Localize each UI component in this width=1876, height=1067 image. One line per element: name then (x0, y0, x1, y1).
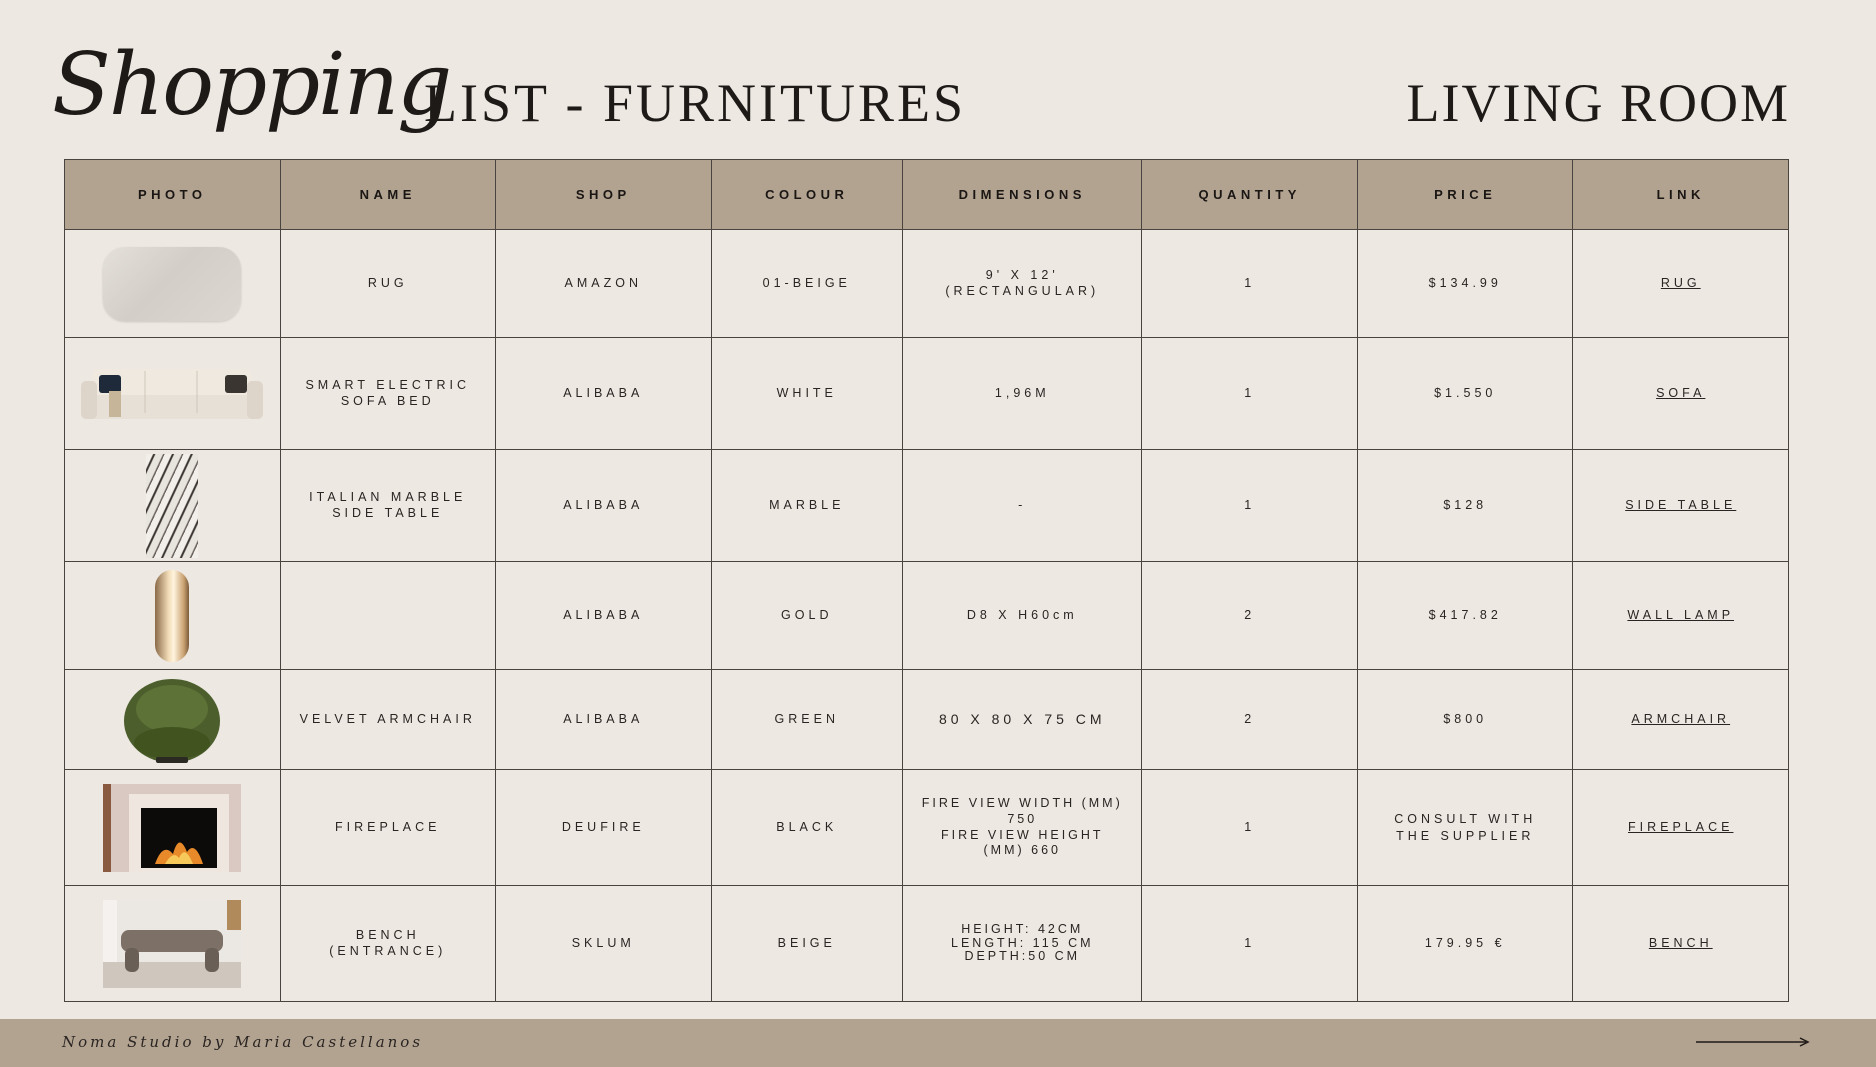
colour-cell: GOLD (711, 562, 903, 670)
colour-cell: BEIGE (711, 886, 903, 1002)
photo-cell (65, 770, 281, 886)
table-row (65, 230, 1789, 338)
page-title: LIST - FURNITURES (424, 73, 967, 133)
column-header-shop: SHOP (496, 160, 712, 230)
name-cell: RUG (280, 230, 496, 338)
shop-cell: ALIBABA (496, 450, 712, 562)
photo-cell (65, 562, 281, 670)
photo-cell (65, 450, 281, 562)
name-cell: SMART ELECTRIC SOFA BED (280, 338, 496, 450)
link-cell (1573, 886, 1789, 1002)
price-cell: $128 (1357, 450, 1573, 562)
photo-cell (65, 670, 281, 770)
dimensions-cell: 80 X 80 X 75 CM (903, 670, 1142, 770)
price-cell: $800 (1357, 670, 1573, 770)
product-link-sofa[interactable]: SOFA (1656, 385, 1706, 400)
price-cell: CONSULT WITH THE SUPPLIER (1357, 770, 1573, 886)
quantity-cell: 2 (1142, 562, 1358, 670)
shop-cell: SKLUM (496, 886, 712, 1002)
column-header-dimensions: DIMENSIONS (903, 160, 1142, 230)
link-cell (1573, 230, 1789, 338)
colour-cell: MARBLE (711, 450, 903, 562)
fireplace-photo (103, 784, 241, 872)
name-cell: ITALIAN MARBLE SIDE TABLE (280, 450, 496, 562)
quantity-cell: 1 (1142, 886, 1358, 1002)
product-link-fireplace[interactable]: FIREPLACE (1628, 819, 1734, 834)
colour-cell: 01-BEIGE (711, 230, 903, 338)
colour-cell: GREEN (711, 670, 903, 770)
dimensions-cell: 9' X 12' (RECTANGULAR) (903, 230, 1142, 338)
link-cell (1573, 770, 1789, 886)
shop-cell: ALIBABA (496, 562, 712, 670)
quantity-cell: 1 (1142, 770, 1358, 886)
product-link-rug[interactable]: RUG (1660, 275, 1701, 290)
quantity-cell: 2 (1142, 670, 1358, 770)
column-header-name: NAME (280, 160, 496, 230)
table-row (65, 770, 1789, 886)
product-link-armchair[interactable]: ARMCHAIR (1631, 711, 1731, 726)
arrow-right-icon[interactable] (1696, 1035, 1810, 1049)
bench-photo (103, 900, 241, 988)
rug-photo (103, 247, 241, 321)
shop-cell: ALIBABA (496, 338, 712, 450)
link-cell (1573, 562, 1789, 670)
name-cell: BENCH (ENTRANCE) (280, 886, 496, 1002)
table-row (65, 886, 1789, 1002)
studio-credit: Noma Studio by Maria Castellanos (62, 1033, 424, 1051)
table-header-row (65, 160, 1789, 230)
column-header-colour: COLOUR (711, 160, 903, 230)
shop-cell: ALIBABA (496, 670, 712, 770)
table-row (65, 338, 1789, 450)
name-cell (280, 562, 496, 670)
price-cell: 179.95 € (1357, 886, 1573, 1002)
wall-lamp-photo (155, 570, 189, 662)
price-cell: $417.82 (1357, 562, 1573, 670)
room-title: LIVING ROOM (1406, 73, 1790, 133)
photo-cell (65, 886, 281, 1002)
product-link-side-table[interactable]: SIDE TABLE (1625, 497, 1737, 512)
page-header (0, 0, 1876, 160)
dimensions-cell: HEIGHT: 42CM LENGTH: 115 CM DEPTH:50 CM (903, 886, 1142, 1002)
link-cell (1573, 670, 1789, 770)
sofa-photo (79, 367, 265, 421)
table-row (65, 450, 1789, 562)
title-script: Shopping (52, 35, 451, 135)
column-header-quantity: QUANTITY (1142, 160, 1358, 230)
table-row (65, 562, 1789, 670)
shop-cell: AMAZON (496, 230, 712, 338)
dimensions-cell: 1,96M (903, 338, 1142, 450)
column-header-photo: PHOTO (65, 160, 281, 230)
shop-cell: DEUFIRE (496, 770, 712, 886)
dimensions-cell: FIRE VIEW WIDTH (MM) 750 FIRE VIEW HEIGHT (MM) 660 (903, 770, 1142, 886)
link-cell (1573, 450, 1789, 562)
name-cell: FIREPLACE (280, 770, 496, 886)
marble-side-table-photo (146, 454, 198, 558)
product-link-wall-lamp[interactable]: WALL LAMP (1627, 607, 1735, 622)
dimensions-cell: - (903, 450, 1142, 562)
table-row (65, 670, 1789, 770)
product-link-bench[interactable]: BENCH (1648, 935, 1713, 950)
photo-cell (65, 338, 281, 450)
colour-cell: BLACK (711, 770, 903, 886)
page-footer (0, 1019, 1876, 1067)
dimensions-cell: D8 X H60cm (903, 562, 1142, 670)
price-cell: $134.99 (1357, 230, 1573, 338)
photo-cell (65, 230, 281, 338)
quantity-cell: 1 (1142, 450, 1358, 562)
shopping-table (64, 159, 1789, 1002)
column-header-link: LINK (1573, 160, 1789, 230)
price-cell: $1.550 (1357, 338, 1573, 450)
name-cell: VELVET ARMCHAIR (280, 670, 496, 770)
link-cell (1573, 338, 1789, 450)
quantity-cell: 1 (1142, 338, 1358, 450)
column-header-price: PRICE (1357, 160, 1573, 230)
colour-cell: WHITE (711, 338, 903, 450)
armchair-photo (122, 675, 222, 765)
quantity-cell: 1 (1142, 230, 1358, 338)
